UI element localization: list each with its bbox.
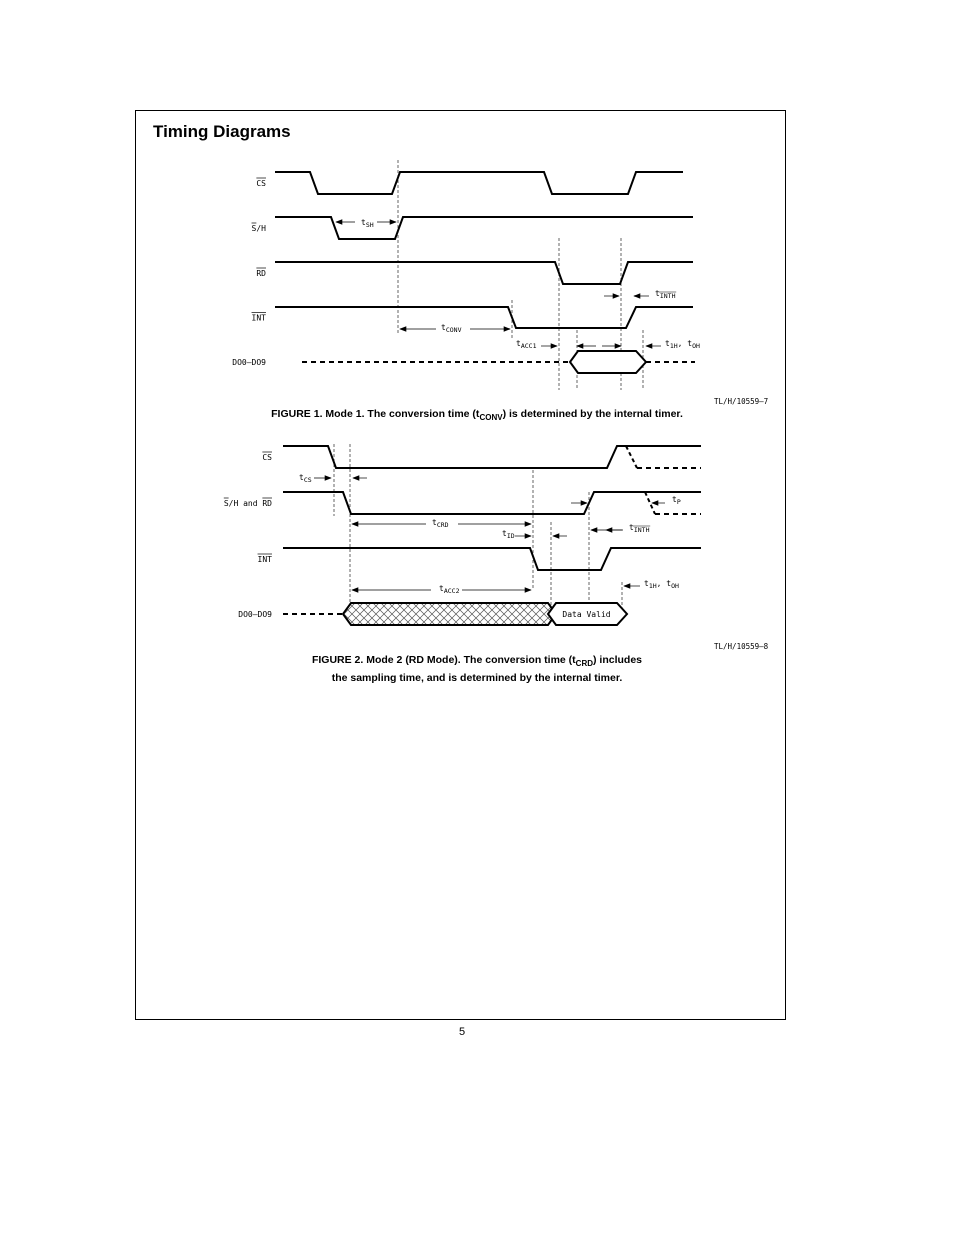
fig2-tacc2-sub: ACC2 xyxy=(443,587,460,595)
fig2-tcs-sub: CS xyxy=(303,476,312,484)
fig2-bus xyxy=(238,603,627,625)
fig2-tp-sub: P xyxy=(676,498,681,506)
fig2-sh-and-rd-label: S/H and RD xyxy=(223,499,272,508)
fig1-bus xyxy=(232,351,695,373)
fig1-tinth-sub: INTH xyxy=(659,292,676,300)
figure1-caption xyxy=(0,407,954,425)
figure2-caption-sub: CRD xyxy=(575,659,594,669)
fig1-tacc1-sub: ACC1 xyxy=(520,342,537,350)
figure1-caption-before: FIGURE 1. Mode 1. The conversion time (t xyxy=(271,408,480,420)
fig1-int-label: INT xyxy=(251,313,266,323)
fig1-tsh-sub: SH xyxy=(365,221,374,229)
fig1-signal-sh xyxy=(252,217,693,239)
fig2-t1h-toh-sub: 1H xyxy=(648,582,657,590)
fig2-tinth-sub: INTH xyxy=(633,526,650,534)
figure2-caption-line2: the sampling time, and is determined by the internal timer. xyxy=(331,672,623,685)
section-title: Timing Diagrams xyxy=(153,122,291,141)
fig1-tconv-sub: CONV xyxy=(445,326,462,334)
fig2-cs-waveform xyxy=(283,446,701,468)
fig2-timing-arrows xyxy=(314,478,665,590)
fig1-tinth-label xyxy=(655,289,676,300)
fig2-cs-label: CS xyxy=(262,453,272,462)
fig2-t1h-toh-main: t xyxy=(644,579,649,588)
fig1-int-waveform xyxy=(275,307,693,328)
fig1-tsh-main: t xyxy=(361,218,366,227)
fig2-tacc2-label xyxy=(439,584,460,595)
fig2-bus-label: DO0–DO9 xyxy=(238,610,272,619)
fig2-signal-cs xyxy=(262,446,701,468)
fig1-timing-labels xyxy=(361,218,700,350)
fig2-tinth-main: t xyxy=(629,523,634,532)
fig1-cs-waveform xyxy=(275,172,683,194)
fig2-tid-label xyxy=(502,529,515,540)
fig1-sh-waveform xyxy=(275,217,693,239)
fig2-signal-sh-and-rd xyxy=(224,492,701,514)
figure2-caption xyxy=(0,653,954,685)
fig1-tacc1-main: t xyxy=(516,339,521,348)
fig1-tinth-main: t xyxy=(655,289,660,298)
fig2-tcrd-sub: CRD xyxy=(436,521,449,529)
fig2-tcrd-label xyxy=(432,518,449,529)
fig2-tp-main: t xyxy=(672,495,677,504)
fig2-t1h-toh-label xyxy=(644,579,679,590)
fig1-bus-label: DO0–DO9 xyxy=(232,358,266,367)
fig1-sh-label: S/H xyxy=(251,224,266,233)
fig2-t1h-toh-sub2: OH xyxy=(671,582,679,590)
fig2-tinth-label xyxy=(629,523,650,534)
fig2-cs-dashed-edge xyxy=(626,446,637,468)
fig2-t1h-toh-main2: , t xyxy=(656,579,672,588)
fig1-t1h-toh-sub: 1H xyxy=(669,342,678,350)
fig1-rd-label: RD xyxy=(256,269,266,278)
fig2-tid-main: t xyxy=(502,529,507,538)
fig2-int-label: INT xyxy=(257,555,272,564)
figure2-timing-diagram xyxy=(0,430,954,650)
fig2-tcrd-main: t xyxy=(432,518,437,527)
figure2-caption-after: ) includes xyxy=(593,654,643,666)
fig1-t1h-toh-sub2: OH xyxy=(692,342,700,350)
fig2-sh-and-rd-waveform xyxy=(283,492,701,514)
figure1-caption-after: ) is determined by the internal timer. xyxy=(502,408,683,420)
fig1-signal-int xyxy=(252,307,693,328)
fig2-tp-label xyxy=(672,495,681,506)
fig2-int-waveform xyxy=(283,548,701,570)
fig2-tcs-label xyxy=(299,473,312,484)
fig2-bus-data-shape-0 xyxy=(343,603,556,625)
fig2-signal-int xyxy=(258,548,701,570)
fig1-t1h-toh-main2: , t xyxy=(677,339,693,348)
fig2-tid-sub: ID xyxy=(506,532,515,540)
figure2-caption-line1 xyxy=(0,653,954,671)
fig1-rd-waveform xyxy=(275,262,693,284)
fig1-tconv-main: t xyxy=(441,323,446,332)
fig2-tcs-main: t xyxy=(299,473,304,482)
fig1-tconv-label xyxy=(441,323,462,334)
fig2-bus-data-valid-label: Data Valid xyxy=(562,610,611,619)
fig1-cs-label: CS xyxy=(256,179,266,188)
figure2-caption-before: FIGURE 2. Mode 2 (RD Mode). The conversion time (t xyxy=(311,654,576,666)
figure2-ref-code: TL/H/10559–8 xyxy=(714,642,769,651)
fig1-bus-data-shape-0 xyxy=(570,351,646,373)
fig1-t1h-toh-label xyxy=(665,339,700,350)
figure1-timing-diagram xyxy=(0,150,954,400)
fig1-signal-cs xyxy=(256,172,683,194)
fig2-tacc2-main: t xyxy=(439,584,444,593)
fig1-tsh-label xyxy=(361,218,374,229)
fig1-t1h-toh-main: t xyxy=(665,339,670,348)
fig1-signal-rd xyxy=(256,262,693,284)
page-number: 5 xyxy=(458,1026,466,1038)
fig1-tacc1-label xyxy=(516,339,537,350)
figure1-ref-code: TL/H/10559–7 xyxy=(714,397,769,406)
figure1-caption-sub: CONV xyxy=(479,413,503,423)
